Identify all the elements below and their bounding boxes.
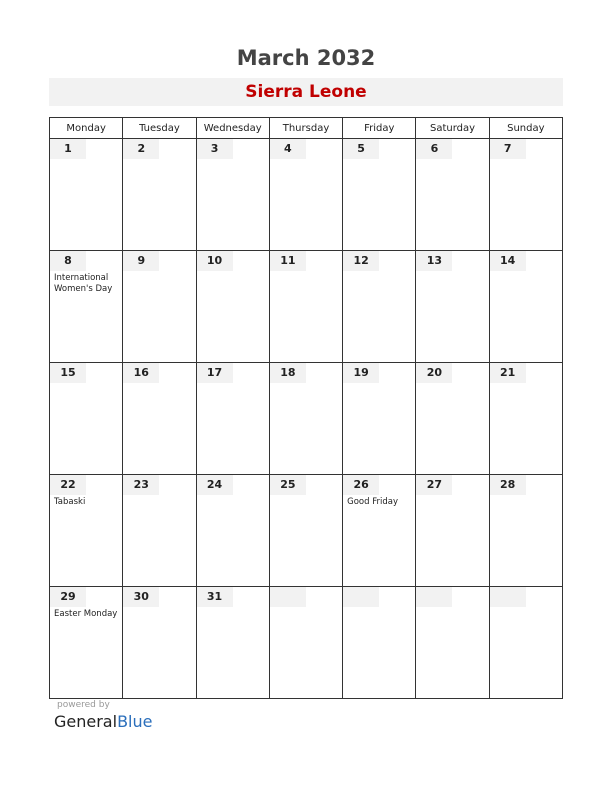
brand-logo[interactable] (54, 712, 152, 731)
week-row (50, 587, 563, 699)
day-cell (196, 251, 269, 363)
day-cell (416, 587, 489, 699)
day-number (343, 587, 379, 607)
day-cell (489, 475, 562, 587)
weekday-header-row (50, 118, 563, 139)
day-number: 15 (50, 363, 86, 383)
day-number: 23 (123, 475, 159, 495)
day-cell (343, 251, 416, 363)
day-number: 17 (197, 363, 233, 383)
day-number: 14 (490, 251, 526, 271)
day-number: 28 (490, 475, 526, 495)
day-number: 18 (270, 363, 306, 383)
day-number: 26 (343, 475, 379, 495)
day-cell (269, 139, 342, 251)
day-number: 19 (343, 363, 379, 383)
day-cell (416, 475, 489, 587)
day-number (270, 587, 306, 607)
day-number: 8 (50, 251, 86, 271)
day-number: 31 (197, 587, 233, 607)
week-row (50, 139, 563, 251)
day-number: 1 (50, 139, 86, 159)
day-cell (50, 139, 123, 251)
day-cell (343, 475, 416, 587)
day-number: 4 (270, 139, 306, 159)
day-number: 29 (50, 587, 86, 607)
day-cell (196, 363, 269, 475)
day-number: 12 (343, 251, 379, 271)
day-number: 20 (416, 363, 452, 383)
brand-blue: Blue (117, 712, 153, 731)
day-cell (416, 363, 489, 475)
day-number: 27 (416, 475, 452, 495)
day-number: 16 (123, 363, 159, 383)
day-cell (343, 587, 416, 699)
day-cell (416, 139, 489, 251)
day-cell (269, 363, 342, 475)
day-number: 6 (416, 139, 452, 159)
calendar-grid (49, 117, 563, 699)
day-cell (50, 251, 123, 363)
day-cell (489, 251, 562, 363)
holiday-note: Good Friday (347, 497, 398, 507)
day-number: 30 (123, 587, 159, 607)
holiday-note: Easter Monday (54, 609, 118, 619)
day-cell (489, 587, 562, 699)
day-number: 7 (490, 139, 526, 159)
holiday-note: Tabaski (54, 497, 86, 507)
day-number: 2 (123, 139, 159, 159)
day-cell (123, 251, 196, 363)
day-cell (50, 587, 123, 699)
week-row (50, 251, 563, 363)
day-cell (269, 251, 342, 363)
day-number: 22 (50, 475, 86, 495)
day-number: 11 (270, 251, 306, 271)
day-cell (343, 139, 416, 251)
day-number: 24 (197, 475, 233, 495)
week-row (50, 475, 563, 587)
day-cell (269, 587, 342, 699)
country-name: Sierra Leone (49, 78, 563, 106)
weekday-header: Wednesday (196, 118, 269, 139)
day-number (416, 587, 452, 607)
weekday-header: Tuesday (123, 118, 196, 139)
day-cell (343, 363, 416, 475)
day-number: 21 (490, 363, 526, 383)
day-cell (269, 475, 342, 587)
week-row (50, 363, 563, 475)
day-number: 10 (197, 251, 233, 271)
holiday-note: International Women's Day (54, 273, 113, 294)
weekday-header: Thursday (269, 118, 342, 139)
weekday-header: Sunday (489, 118, 562, 139)
day-cell (50, 363, 123, 475)
day-number: 25 (270, 475, 306, 495)
day-number: 13 (416, 251, 452, 271)
day-cell (196, 475, 269, 587)
day-cell (50, 475, 123, 587)
weekday-header: Friday (343, 118, 416, 139)
weekday-header: Monday (50, 118, 123, 139)
calendar-title: March 2032 (236, 46, 376, 70)
day-number: 9 (123, 251, 159, 271)
day-cell (489, 363, 562, 475)
day-number: 5 (343, 139, 379, 159)
day-cell (123, 475, 196, 587)
day-cell (123, 587, 196, 699)
day-cell (196, 139, 269, 251)
day-cell (489, 139, 562, 251)
day-number (490, 587, 526, 607)
day-cell (123, 363, 196, 475)
brand-general: General (54, 712, 118, 731)
day-cell (196, 587, 269, 699)
powered-by-label: powered by (57, 700, 110, 710)
day-number: 3 (197, 139, 233, 159)
day-cell (416, 251, 489, 363)
day-cell (123, 139, 196, 251)
weekday-header: Saturday (416, 118, 489, 139)
